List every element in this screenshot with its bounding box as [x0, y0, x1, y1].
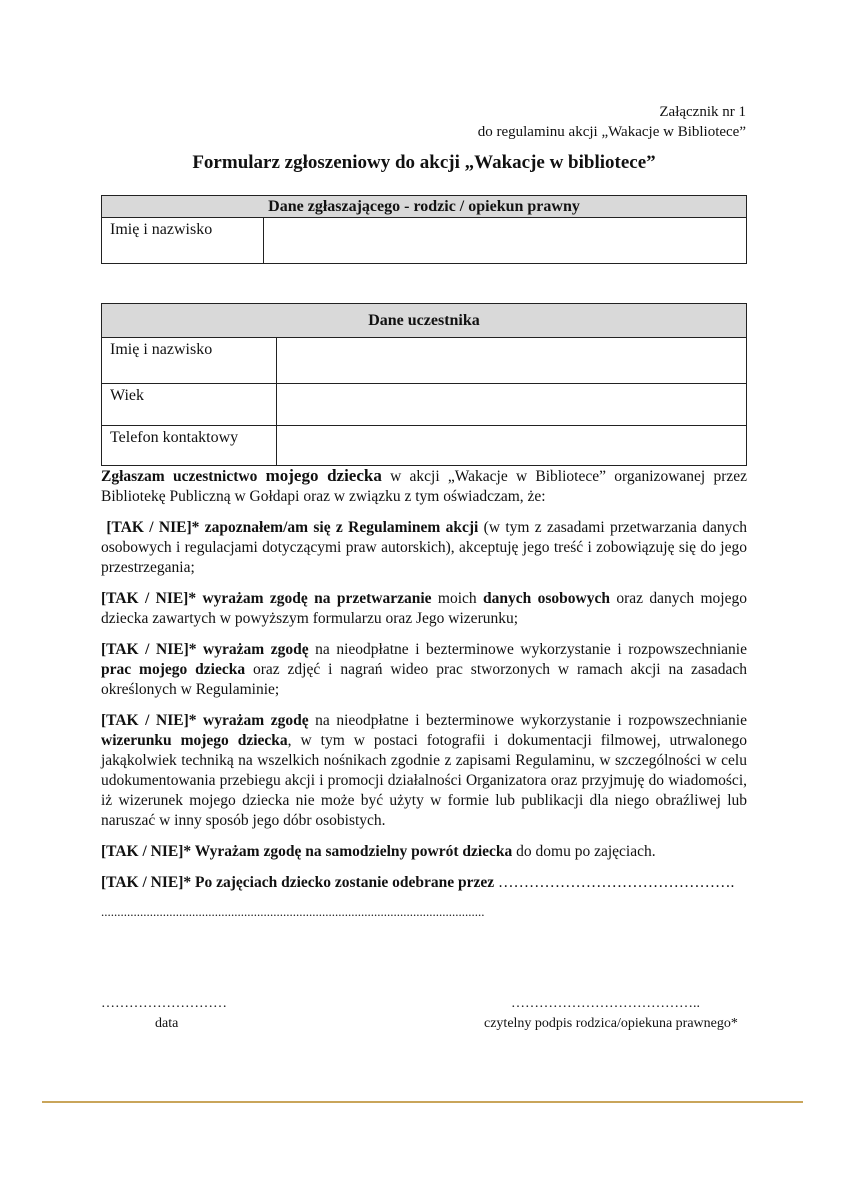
participant-phone-field[interactable] [277, 426, 747, 466]
footer-divider [42, 1101, 803, 1103]
statement-image-consent [101, 711, 747, 831]
statement-intro [101, 466, 747, 507]
form-title: Formularz zgłoszeniowy do akcji „Wakacje w bibliotece” [192, 152, 656, 173]
statement-data-text-1: moich [431, 590, 484, 607]
statement-return-bold: [TAK / NIE]* Wyrażam zgodę na samodzielny powrót dziecka [101, 843, 513, 860]
intro-bold-large: mojego dziecka [265, 466, 382, 485]
statement-image-text-2: , w tym w postaci fotografii i dokumentacji filmowej, utrwalonego jakąkolwiek techniką na wszelkich nośnikach zgodnie z zapisami Regulaminu, w szczególności w celu udokumentowania przebiegu akcji i promocji działalności Organizatora oraz przyjmuję do wiadomości, iż wizerunek mojego dziecka nie może być użyty w formie lub publikacji dla niego obraźliwej lub naruszać w inny sposób jego dóbr osobistych. [101, 732, 748, 829]
participant-age-label: Wiek [102, 384, 277, 426]
statement-works-consent [101, 640, 747, 700]
statement-pickup-bold: [TAK / NIE]* Po zajęciach dziecko zostanie odebrane przez [101, 874, 495, 891]
participant-name-label: Imię i nazwisko [102, 338, 277, 384]
statements [101, 466, 747, 904]
statement-regulations-bold: [TAK / NIE]* zapoznałem/am się z Regulaminem akcji [106, 519, 479, 536]
pickup-person-line: ...................................................................................................................... [101, 904, 485, 919]
statement-image-bold-2: wizerunku mojego dziecka [101, 732, 288, 749]
participant-table [101, 303, 747, 466]
signature-dots: ………………………………….. [511, 996, 700, 1011]
table-row [102, 218, 747, 264]
participant-table-heading: Dane uczestnika [102, 304, 747, 338]
statement-image-text-1: na nieodpłatne i bezterminowe wykorzystanie i rozpowszechnianie [308, 712, 747, 729]
statement-regulations [101, 518, 747, 578]
statement-data-bold-1: [TAK / NIE]* wyrażam zgodę na przetwarzanie [101, 590, 432, 607]
applicant-table [101, 195, 747, 264]
statement-return-text: do domu po zajęciach. [512, 843, 656, 860]
date-dots: ……………………… [101, 996, 227, 1011]
statement-image-bold-1: [TAK / NIE]* wyrażam zgodę [101, 712, 309, 729]
table-row [102, 384, 747, 426]
participant-age-field[interactable] [277, 384, 747, 426]
statement-works-text-1: na nieodpłatne i bezterminowe wykorzystanie i rozpowszechnianie [308, 641, 747, 658]
attachment-line-2: do regulaminu akcji „Wakacje w Bibliotece” [477, 124, 746, 140]
intro-text: w akcji „Wakacje w Bibliotece” organizowanej przez Bibliotekę Publiczną w Gołdapi oraz w związku z tym oświadczam, że: [101, 468, 747, 505]
applicant-name-field[interactable] [264, 218, 747, 264]
statement-works-bold-1: [TAK / NIE]* wyrażam zgodę [101, 641, 309, 658]
statement-return-home [101, 842, 747, 862]
statement-data-text-2: oraz danych mojego dziecka zawartych w powyższym formularzu oraz Jego wizerunku; [101, 590, 747, 627]
intro-bold: Zgłaszam uczestnictwo [101, 468, 258, 485]
statement-data-bold-2: danych osobowych [483, 590, 610, 607]
table-row [102, 338, 747, 384]
attachment-note [478, 102, 746, 142]
applicant-name-label: Imię i nazwisko [102, 218, 264, 264]
participant-name-field[interactable] [277, 338, 747, 384]
attachment-line-1: Załącznik nr 1 [659, 104, 746, 120]
statement-pickup-dots: ………………………………………. [494, 874, 735, 891]
signature-caption: czytelny podpis rodzica/opiekuna prawnego* [484, 1016, 738, 1031]
table-row [102, 426, 747, 466]
participant-phone-label: Telefon kontaktowy [102, 426, 277, 466]
applicant-table-heading: Dane zgłaszającego - rodzic / opiekun prawny [102, 196, 747, 218]
statement-works-bold-2: prac mojego dziecka [101, 661, 246, 678]
statement-regulations-text: (w tym z zasadami przetwarzania danych osobowych i regulacjami dotyczącymi praw autorskich), akceptuję jego treść i zobowiązuję się do jego przestrzegania; [101, 519, 748, 576]
statement-works-text-2: oraz zdjęć i nagrań wideo prac stworzonych w ramach akcji na zasadach określonych w Regulaminie; [101, 661, 747, 698]
statement-pickup [101, 873, 747, 893]
date-caption: data [155, 1016, 179, 1031]
statement-data-processing [101, 589, 747, 629]
